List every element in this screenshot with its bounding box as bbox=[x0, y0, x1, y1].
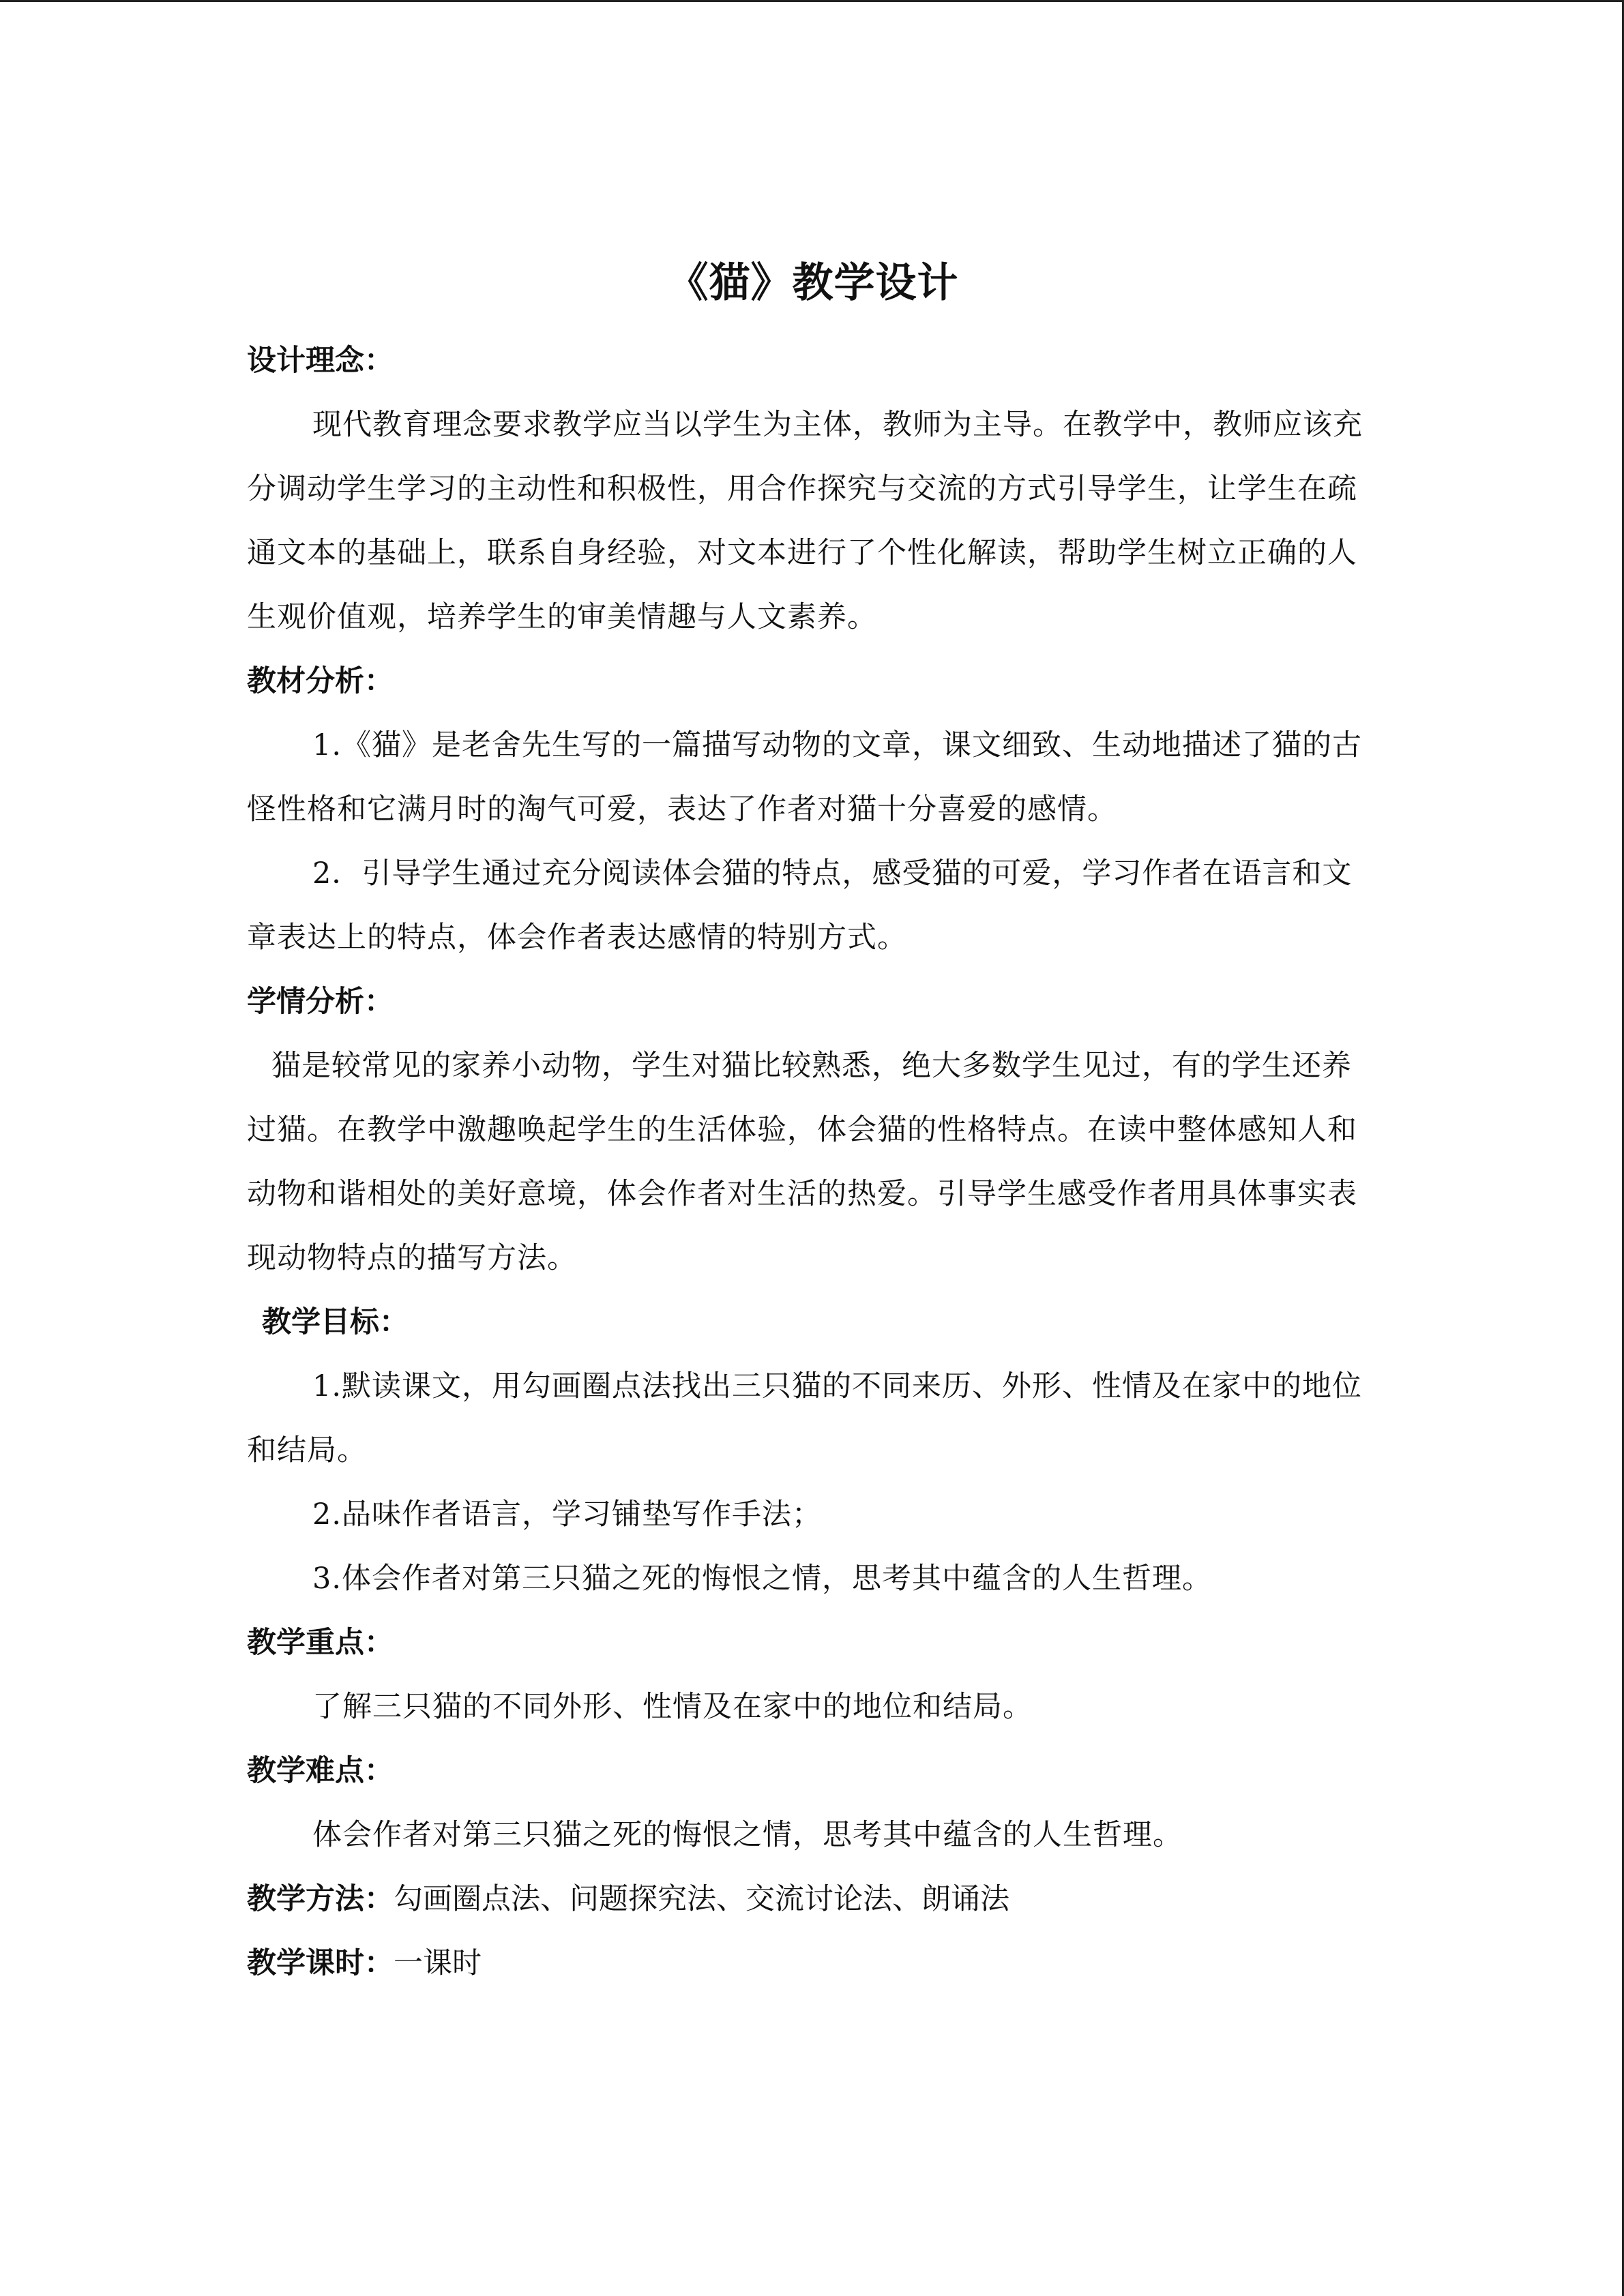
hours-row bbox=[247, 1931, 1379, 1995]
hours-value: 一课时 bbox=[394, 1946, 482, 1980]
key-points-heading: 教学重点： bbox=[247, 1626, 394, 1660]
goals-heading: 教学目标： bbox=[262, 1305, 409, 1339]
students-text: 猫是较常见的家养小动物，学生对猫比较熟悉，绝大多数学生见过，有的学生还养过猫。在教学中激趣唤起学生的生活体验，体会猫的性格特点。在读中整体感知人和动物和谐相处的美好意境，体会作者对生活的热爱。引导学生感受作者用具体事实表现动物特点的描写方法。 bbox=[247, 1049, 1357, 1275]
goals-item-1: 1.默读课文，用勾画圈点法找出三只猫的不同来历、外形、性情及在家中的地位和结局。 bbox=[247, 1369, 1363, 1467]
concept-heading: 设计理念： bbox=[247, 344, 394, 378]
methods-value: 勾画圈点法、问题探究法、交流讨论法、朗诵法 bbox=[394, 1882, 1009, 1916]
difficulties-heading: 教学难点： bbox=[247, 1754, 394, 1788]
document-body bbox=[247, 245, 1379, 1995]
methods-row bbox=[247, 1867, 1379, 1931]
goals-item-3: 3.体会作者对第三只猫之死的悔恨之情，思考其中蕴含的人生哲理。 bbox=[312, 1562, 1213, 1596]
concept-text: 现代教育理念要求教学应当以学生为主体，教师为主导。在教学中，教师应该充分调动学生学习的主动性和积极性，用合作探究与交流的方式引导学生，让学生在疏通文本的基础上，联系自身经验，对文本进行了个性化解读，帮助学生树立正确的人生观价值观，培养学生的审美情趣与人文素养。 bbox=[247, 408, 1363, 634]
methods-label: 教学方法： bbox=[247, 1882, 394, 1916]
students-heading: 学情分析： bbox=[247, 985, 394, 1019]
document-title: 《猫》教学设计 bbox=[667, 259, 959, 307]
goals-item-2: 2.品味作者语言，学习铺垫写作手法； bbox=[312, 1497, 823, 1532]
hours-label: 教学课时： bbox=[247, 1946, 394, 1980]
difficulties-text: 体会作者对第三只猫之死的悔恨之情，思考其中蕴含的人生哲理。 bbox=[312, 1818, 1183, 1852]
key-points-text: 了解三只猫的不同外形、性情及在家中的地位和结局。 bbox=[312, 1690, 1033, 1724]
material-item-2: 2．引导学生通过充分阅读体会猫的特点，感受猫的可爱，学习作者在语言和文章表达上的特点，体会作者表达感情的特别方式。 bbox=[247, 856, 1353, 955]
material-heading: 教材分析： bbox=[247, 664, 394, 698]
material-item-1: 1.《猫》是老舍先生写的一篇描写动物的文章，课文细致、生动地描述了猫的古怪性格和它满月时的淘气可爱，表达了作者对猫十分喜爱的感情。 bbox=[247, 728, 1363, 826]
page-top-border bbox=[0, 0, 1624, 2]
